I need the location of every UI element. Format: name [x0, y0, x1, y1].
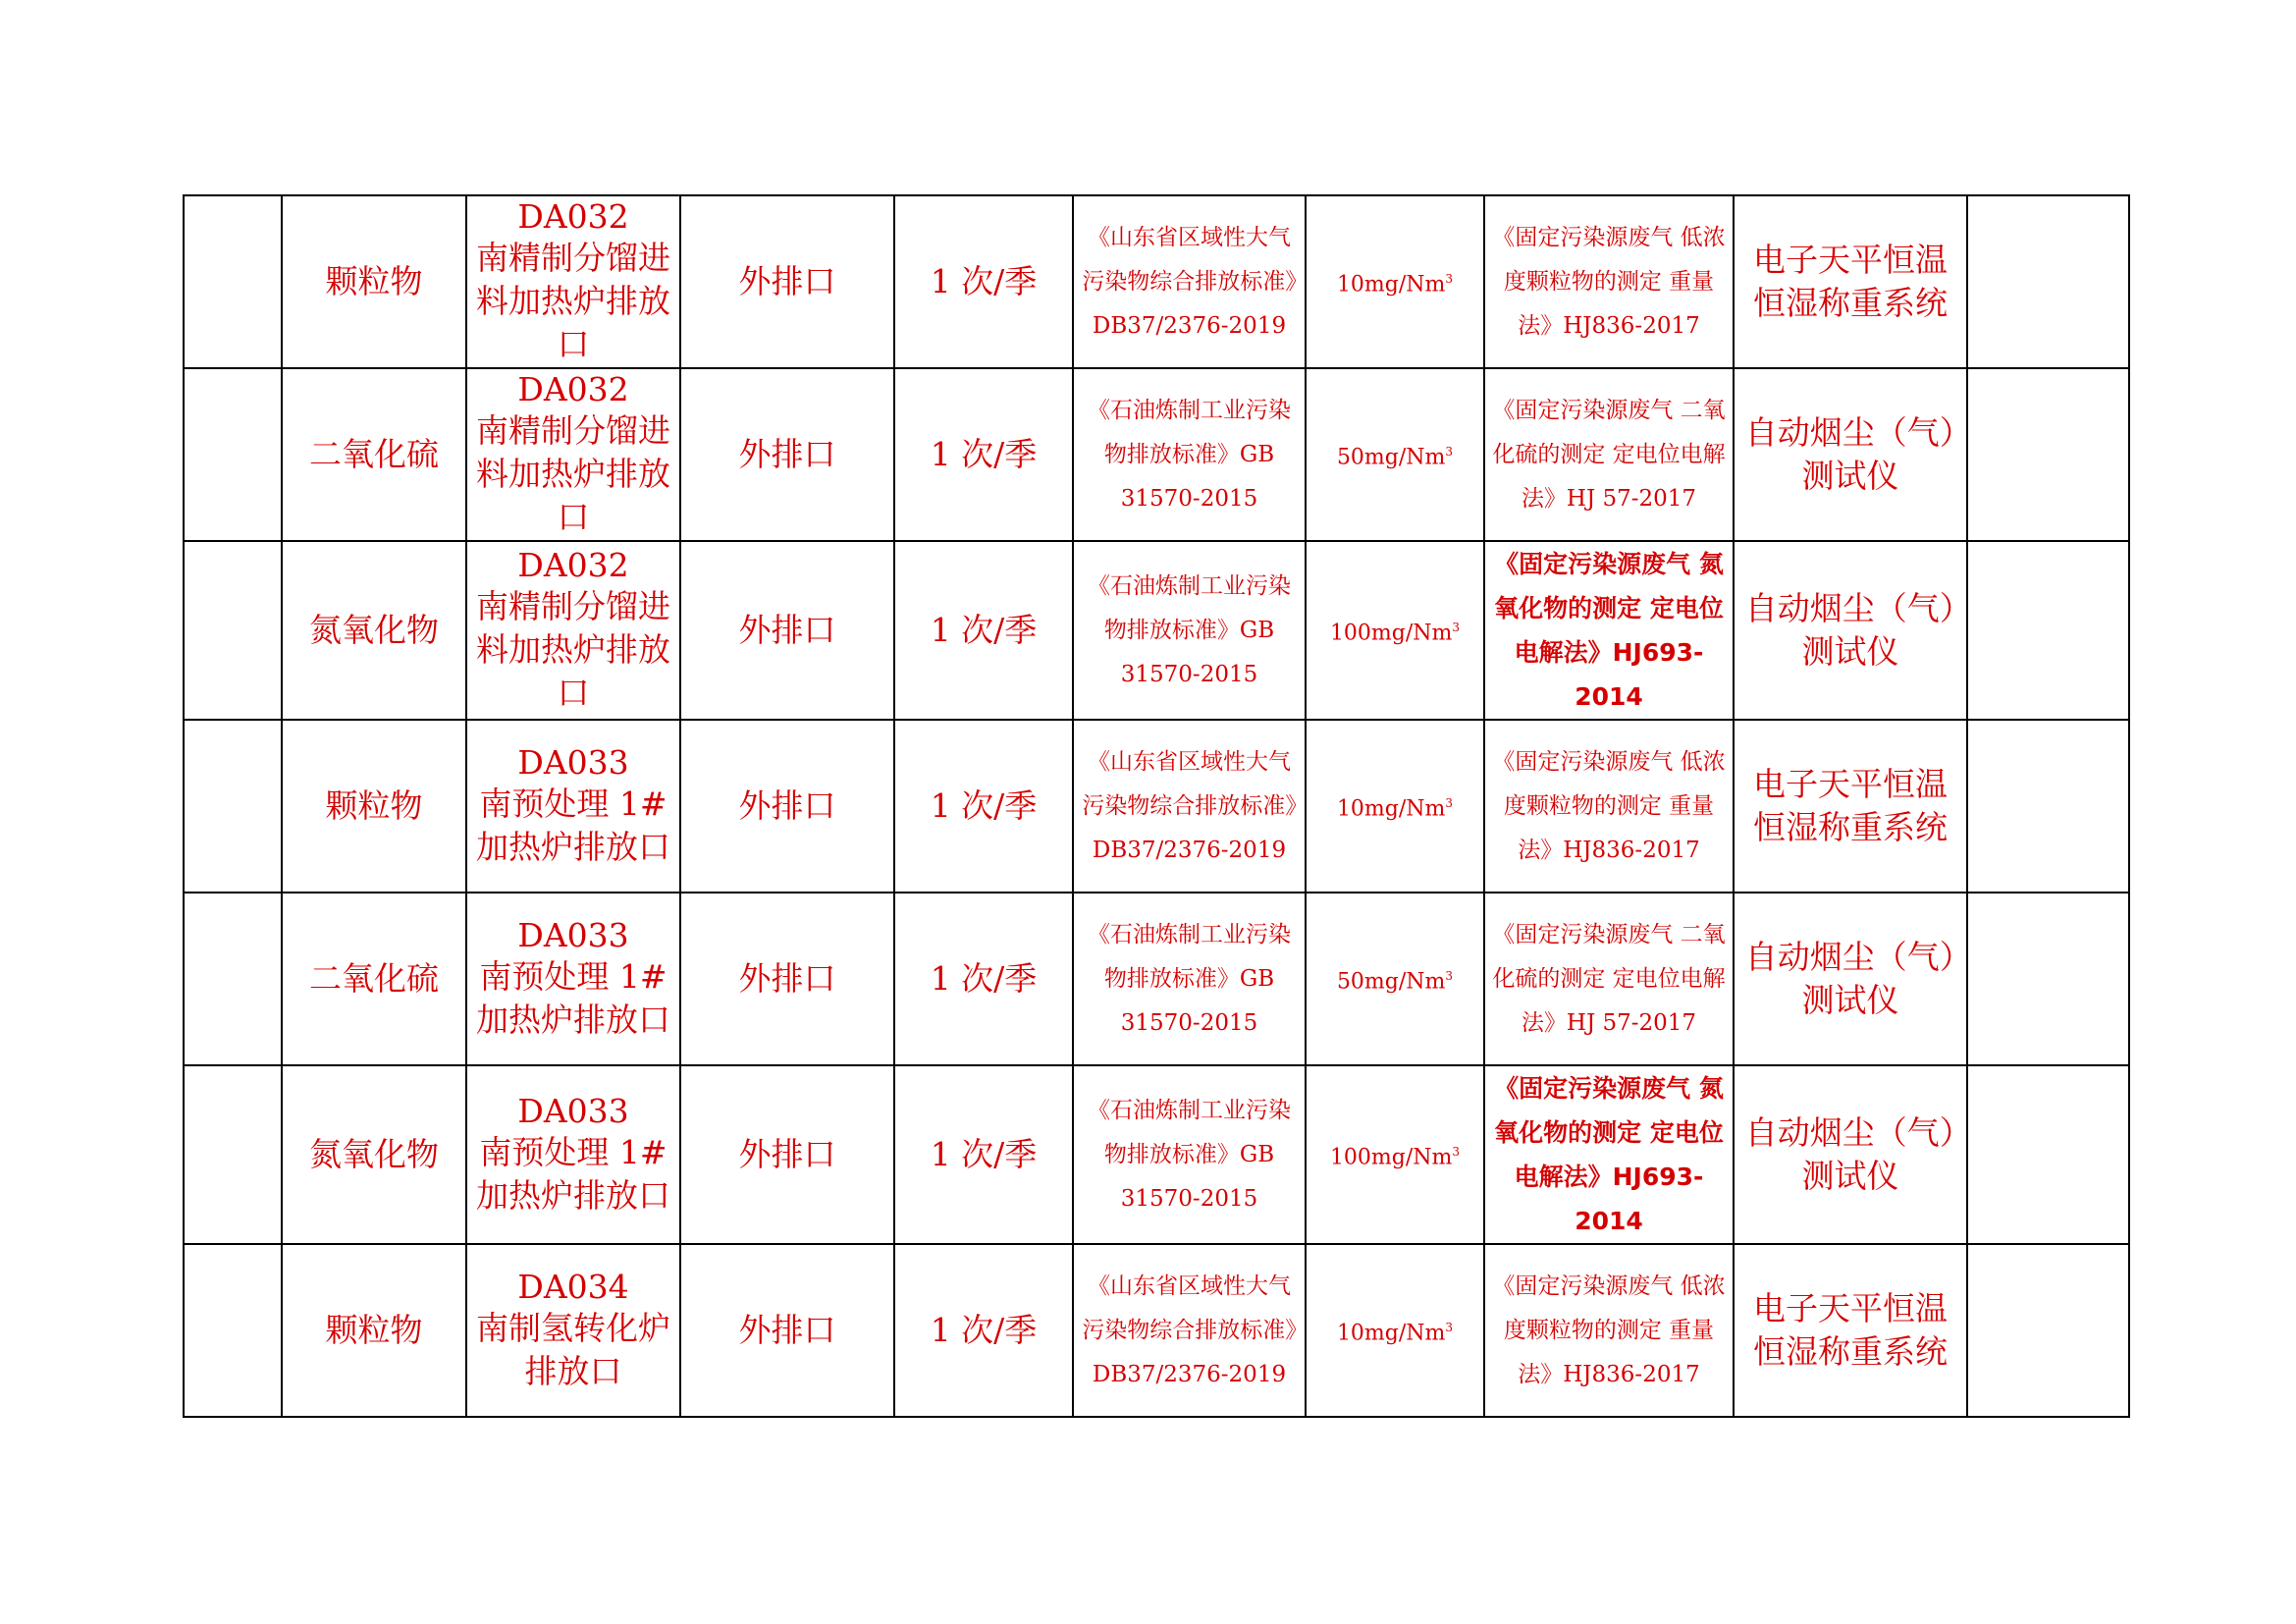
- outlet-name: 南制氢转化炉排放口: [476, 1309, 670, 1390]
- standard-cell: 《山东省区域性大气污染物综合排放标准》DB37/2376-2019: [1073, 195, 1306, 368]
- remarks-cell: [1967, 1065, 2129, 1244]
- instrument-cell: 电子天平恒温恒湿称重系统: [1734, 1244, 1967, 1417]
- instrument-cell: 电子天平恒温恒湿称重系统: [1734, 195, 1967, 368]
- pollutant-cell: 二氧化硫: [282, 893, 466, 1065]
- outlet-type-cell: 外排口: [680, 1244, 894, 1417]
- limit-unit-superscript: 3: [1445, 271, 1454, 286]
- limit-value: 100mg/Nm: [1329, 1145, 1453, 1170]
- limit-unit-superscript: 3: [1445, 444, 1454, 459]
- outlet-code: DA032: [517, 197, 629, 236]
- outlet-code: DA032: [517, 546, 629, 584]
- outlet-type-cell: 外排口: [680, 541, 894, 720]
- limit-cell: [1306, 1065, 1484, 1244]
- outlet-code: DA033: [517, 743, 629, 782]
- method-cell: 《固定污染源废气 二氧化硫的测定 定电位电解法》HJ 57-2017: [1484, 368, 1734, 541]
- outlet-cell: [466, 368, 680, 541]
- monitoring-table: [183, 194, 2130, 1418]
- serial-cell: [184, 1244, 282, 1417]
- limit-cell: [1306, 1244, 1484, 1417]
- outlet-name: 南预处理 1#加热炉排放口: [476, 957, 670, 1039]
- limit-value: 10mg/Nm: [1336, 272, 1446, 298]
- frequency-cell: 1 次/季: [894, 541, 1073, 720]
- method-cell: 《固定污染源废气 低浓度颗粒物的测定 重量法》HJ836-2017: [1484, 1244, 1734, 1417]
- frequency-cell: 1 次/季: [894, 720, 1073, 893]
- outlet-cell: [466, 893, 680, 1065]
- table-body: [184, 195, 2129, 1417]
- serial-cell: [184, 720, 282, 893]
- outlet-cell: [466, 541, 680, 720]
- table-row: [184, 720, 2129, 893]
- limit-unit-superscript: 3: [1452, 620, 1461, 634]
- limit-unit-superscript: 3: [1445, 968, 1454, 983]
- limit-unit-superscript: 3: [1445, 1320, 1454, 1334]
- limit-value: 50mg/Nm: [1336, 445, 1446, 470]
- standard-cell: 《石油炼制工业污染物排放标准》GB 31570-2015: [1073, 368, 1306, 541]
- remarks-cell: [1967, 720, 2129, 893]
- serial-cell: [184, 368, 282, 541]
- limit-cell: [1306, 893, 1484, 1065]
- outlet-cell: [466, 1244, 680, 1417]
- limit-value: 10mg/Nm: [1336, 1321, 1446, 1346]
- pollutant-cell: 二氧化硫: [282, 368, 466, 541]
- limit-value: 50mg/Nm: [1336, 969, 1446, 995]
- outlet-type-cell: 外排口: [680, 195, 894, 368]
- frequency-cell: 1 次/季: [894, 195, 1073, 368]
- table-row: [184, 1065, 2129, 1244]
- serial-cell: [184, 195, 282, 368]
- limit-unit-superscript: 3: [1452, 1144, 1461, 1159]
- table-row: [184, 195, 2129, 368]
- outlet-name: 南精制分馏进料加热炉排放口: [476, 411, 670, 536]
- limit-cell: [1306, 541, 1484, 720]
- instrument-cell: 自动烟尘（气）测试仪: [1734, 893, 1967, 1065]
- outlet-code: DA033: [517, 916, 629, 954]
- limit-cell: [1306, 195, 1484, 368]
- instrument-cell: 自动烟尘（气）测试仪: [1734, 368, 1967, 541]
- limit-value: 100mg/Nm: [1329, 621, 1453, 646]
- remarks-cell: [1967, 541, 2129, 720]
- method-cell: 《固定污染源废气 低浓度颗粒物的测定 重量法》HJ836-2017: [1484, 720, 1734, 893]
- standard-cell: 《山东省区域性大气污染物综合排放标准》DB37/2376-2019: [1073, 1244, 1306, 1417]
- standard-cell: 《石油炼制工业污染物排放标准》GB 31570-2015: [1073, 1065, 1306, 1244]
- frequency-cell: 1 次/季: [894, 1244, 1073, 1417]
- table-row: [184, 541, 2129, 720]
- instrument-cell: 电子天平恒温恒湿称重系统: [1734, 720, 1967, 893]
- serial-cell: [184, 1065, 282, 1244]
- method-cell: 《固定污染源废气 二氧化硫的测定 定电位电解法》HJ 57-2017: [1484, 893, 1734, 1065]
- outlet-code: DA033: [517, 1092, 629, 1130]
- pollutant-cell: 氮氧化物: [282, 1065, 466, 1244]
- frequency-cell: 1 次/季: [894, 1065, 1073, 1244]
- standard-cell: 《石油炼制工业污染物排放标准》GB 31570-2015: [1073, 541, 1306, 720]
- outlet-name: 南预处理 1#加热炉排放口: [476, 1133, 670, 1215]
- method-cell: 《固定污染源废气 低浓度颗粒物的测定 重量法》HJ836-2017: [1484, 195, 1734, 368]
- pollutant-cell: 颗粒物: [282, 195, 466, 368]
- limit-value: 10mg/Nm: [1336, 796, 1446, 822]
- outlet-type-cell: 外排口: [680, 893, 894, 1065]
- remarks-cell: [1967, 893, 2129, 1065]
- remarks-cell: [1967, 368, 2129, 541]
- outlet-type-cell: 外排口: [680, 1065, 894, 1244]
- serial-cell: [184, 541, 282, 720]
- method-cell: 《固定污染源废气 氮氧化物的测定 定电位电解法》HJ693-2014: [1484, 1065, 1734, 1244]
- instrument-cell: 自动烟尘（气）测试仪: [1734, 541, 1967, 720]
- remarks-cell: [1967, 195, 2129, 368]
- outlet-name: 南精制分馏进料加热炉排放口: [476, 239, 670, 363]
- pollutant-cell: 颗粒物: [282, 720, 466, 893]
- table-row: [184, 893, 2129, 1065]
- limit-unit-superscript: 3: [1445, 795, 1454, 810]
- frequency-cell: 1 次/季: [894, 368, 1073, 541]
- limit-cell: [1306, 368, 1484, 541]
- outlet-name: 南预处理 1#加热炉排放口: [476, 785, 670, 866]
- outlet-name: 南精制分馏进料加热炉排放口: [476, 587, 670, 712]
- pollutant-cell: 颗粒物: [282, 1244, 466, 1417]
- remarks-cell: [1967, 1244, 2129, 1417]
- serial-cell: [184, 893, 282, 1065]
- method-cell: 《固定污染源废气 氮氧化物的测定 定电位电解法》HJ693-2014: [1484, 541, 1734, 720]
- limit-cell: [1306, 720, 1484, 893]
- outlet-cell: [466, 720, 680, 893]
- outlet-code: DA032: [517, 370, 629, 408]
- pollutant-cell: 氮氧化物: [282, 541, 466, 720]
- outlet-code: DA034: [517, 1268, 629, 1306]
- standard-cell: 《石油炼制工业污染物排放标准》GB 31570-2015: [1073, 893, 1306, 1065]
- table-row: [184, 1244, 2129, 1417]
- outlet-type-cell: 外排口: [680, 368, 894, 541]
- instrument-cell: 自动烟尘（气）测试仪: [1734, 1065, 1967, 1244]
- outlet-cell: [466, 195, 680, 368]
- frequency-cell: 1 次/季: [894, 893, 1073, 1065]
- outlet-type-cell: 外排口: [680, 720, 894, 893]
- table-row: [184, 368, 2129, 541]
- outlet-cell: [466, 1065, 680, 1244]
- standard-cell: 《山东省区域性大气污染物综合排放标准》DB37/2376-2019: [1073, 720, 1306, 893]
